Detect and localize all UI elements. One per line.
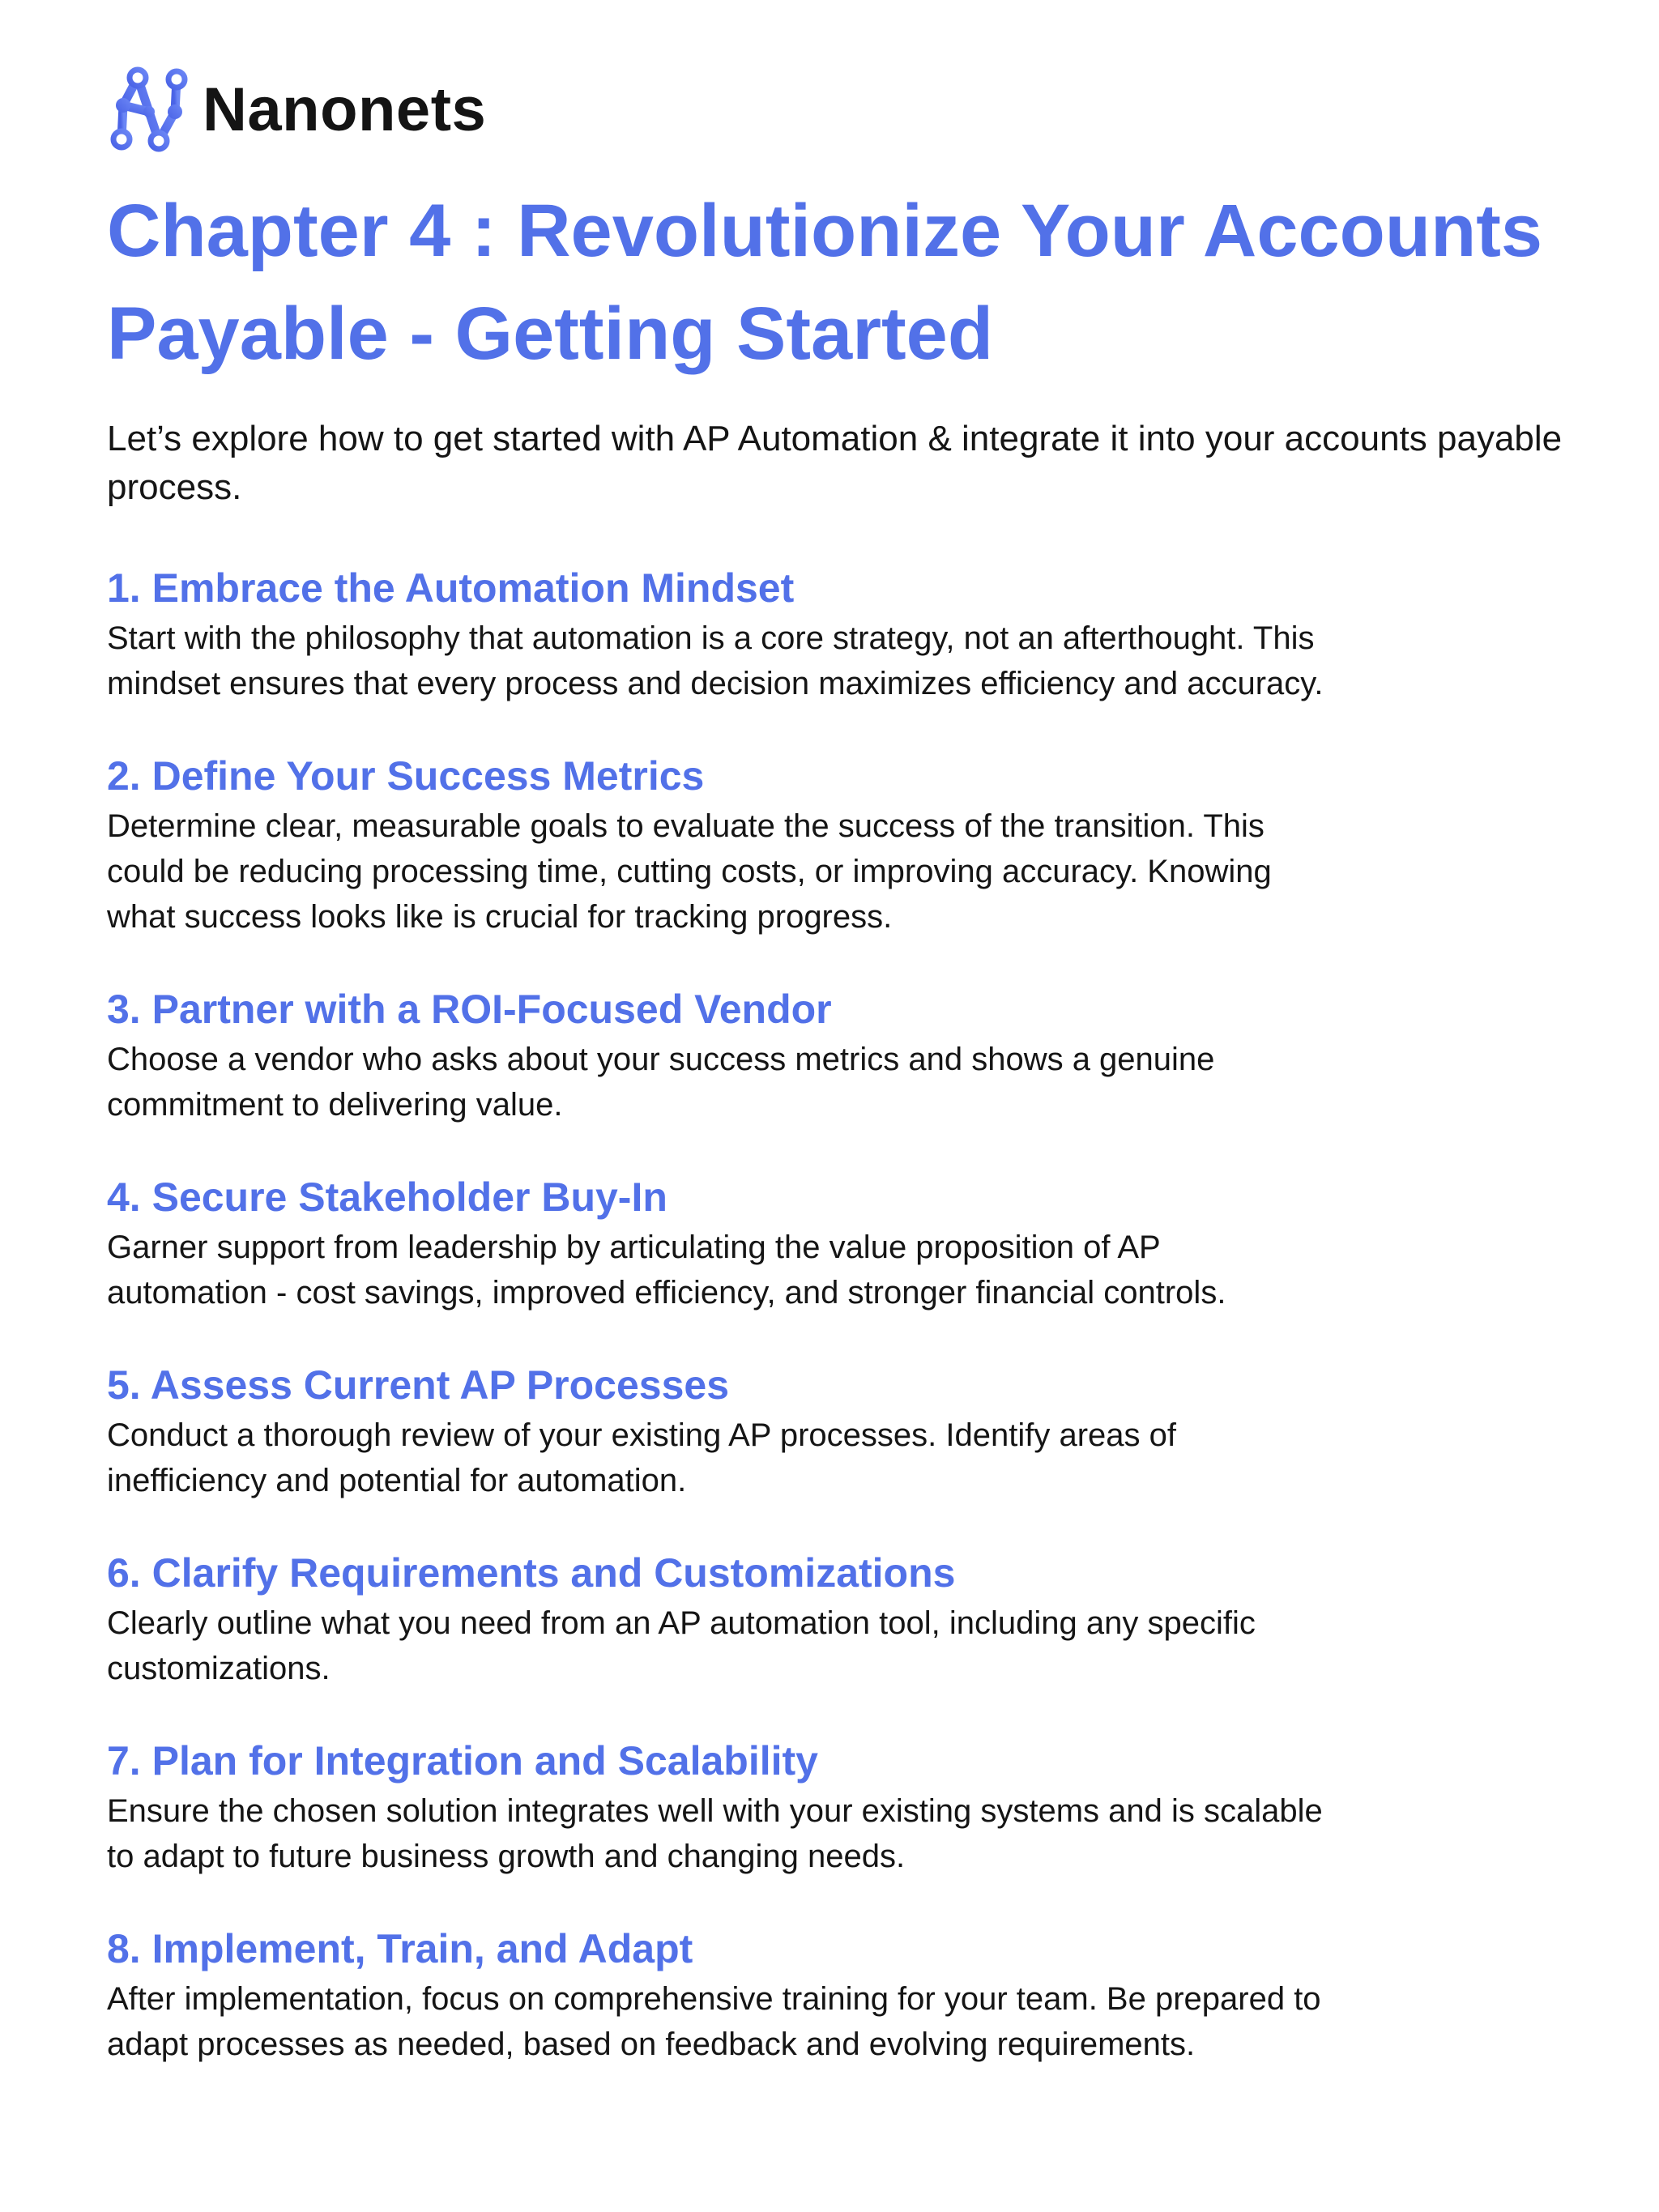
step-title: 2. Define Your Success Metrics [107, 753, 705, 799]
step-body: Choose a vendor who asks about your success metrics and shows a genuine commitment to delivering value. [107, 1042, 1215, 1123]
brand-header [107, 62, 486, 159]
step-title: 1. Embrace the Automation Mindset [107, 565, 795, 611]
step-item [107, 1171, 1630, 1315]
step-item [107, 983, 1630, 1127]
intro-paragraph: Let’s explore how to get started with AP Automation & integrate it into your accounts payable process. [107, 419, 1563, 507]
chapter-title: Chapter 4 : Revolutionize Your Accounts Payable - Getting Started [107, 190, 1543, 375]
step-title: 3. Partner with a ROI-Focused Vendor [107, 987, 832, 1032]
step-body: Determine clear, measurable goals to evaluate the success of the transition. This could be reducing processing time, cutting costs, or improving accuracy. Knowing what success looks like is crucial for tracking progress. [107, 808, 1272, 935]
brand-name: Nanonets [203, 75, 487, 144]
step-body: Conduct a thorough review of your existing AP processes. Identify areas of inefficiency and potential for automation. [107, 1417, 1176, 1498]
step-item [107, 1359, 1630, 1503]
step-title: 6. Clarify Requirements and Customizations [107, 1550, 956, 1596]
step-title: 4. Secure Stakeholder Buy-In [107, 1174, 667, 1220]
step-title: 7. Plan for Integration and Scalability [107, 1738, 818, 1784]
step-body: Ensure the chosen solution integrates well with your existing systems and is scalable to adapt to future business growth and changing needs. [107, 1793, 1323, 1874]
step-body: Clearly outline what you need from an AP automation tool, including any specific customizations. [107, 1605, 1256, 1686]
step-title: 5. Assess Current AP Processes [107, 1362, 730, 1408]
steps-list [107, 562, 1630, 2111]
step-item [107, 1735, 1630, 1879]
step-item [107, 1923, 1630, 2067]
nanonets-logo-icon [107, 66, 191, 154]
step-item [107, 562, 1630, 706]
step-title: 8. Implement, Train, and Adapt [107, 1926, 693, 1971]
step-body: Garner support from leadership by articulating the value proposition of AP automation - cost savings, improved efficiency, and stronger financial controls. [107, 1230, 1226, 1311]
step-body: Start with the philosophy that automation is a core strategy, not an afterthought. This mindset ensures that every process and decision maximizes efficiency and accuracy. [107, 620, 1324, 701]
step-item [107, 1547, 1630, 1691]
step-item [107, 750, 1630, 940]
step-body: After implementation, focus on comprehensive training for your team. Be prepared to adapt processes as needed, based on feedback and evolving requirements. [107, 1981, 1321, 2062]
